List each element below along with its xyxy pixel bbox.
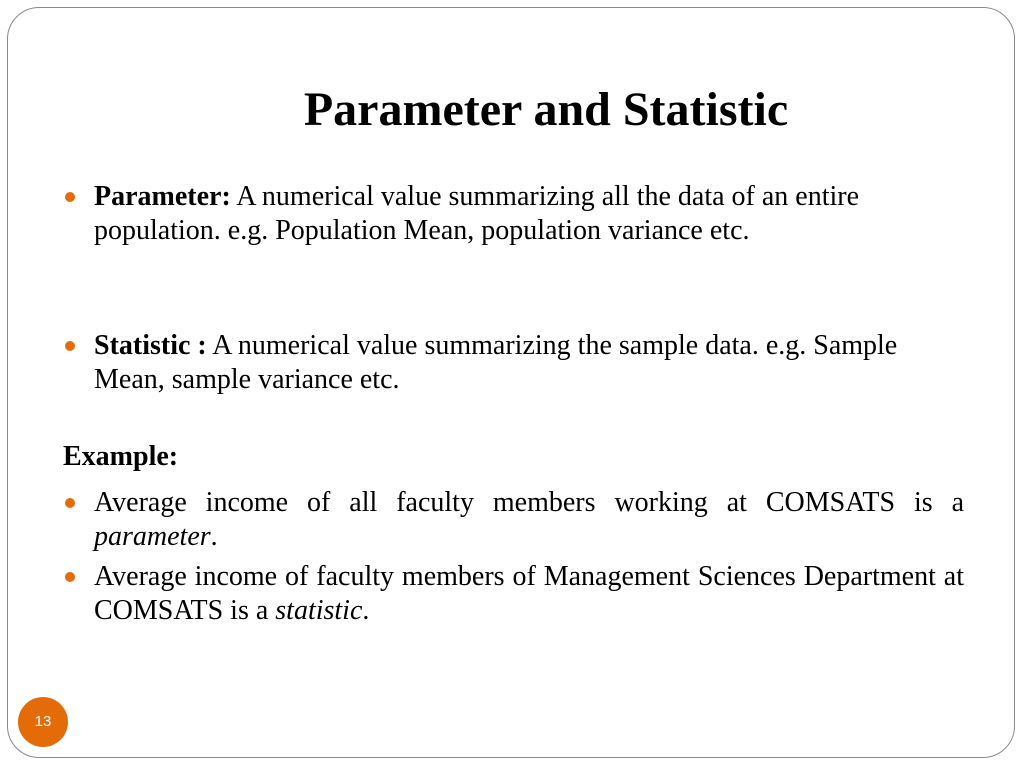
example-text: Average income of all faculty members working at COMSATS is a [94,487,964,518]
example-end: . [362,595,370,626]
bullet-dot-icon [65,572,75,582]
example-heading: Example: [63,441,179,472]
example-emphasis: parameter [94,521,211,552]
example-statistic [94,560,964,628]
bullet-dot-icon [65,341,75,351]
example-emphasis: statistic [275,595,363,626]
definition-statistic [94,329,964,397]
bullet-dot-icon [65,192,75,202]
slide [7,7,1015,758]
definition-parameter [94,180,964,248]
definition-term: Parameter: [94,181,231,212]
example-end: . [210,521,218,552]
definition-text: A numerical value summarizing the sample data. e.g. Sample Mean, sample variance etc. [94,330,898,395]
slide-title: Parameter and Statistic [303,83,789,136]
page-number-badge: 13 [18,697,68,747]
definition-term: Statistic : [94,330,207,361]
definition-text: A numerical value summarizing all the data of an entire population. e.g. Population Mean, population variance etc. [94,181,860,246]
example-text: Average income of faculty members of Management Sciences Department at COMSATS is a [94,561,964,626]
example-parameter [94,486,964,554]
bullet-dot-icon [65,498,75,508]
